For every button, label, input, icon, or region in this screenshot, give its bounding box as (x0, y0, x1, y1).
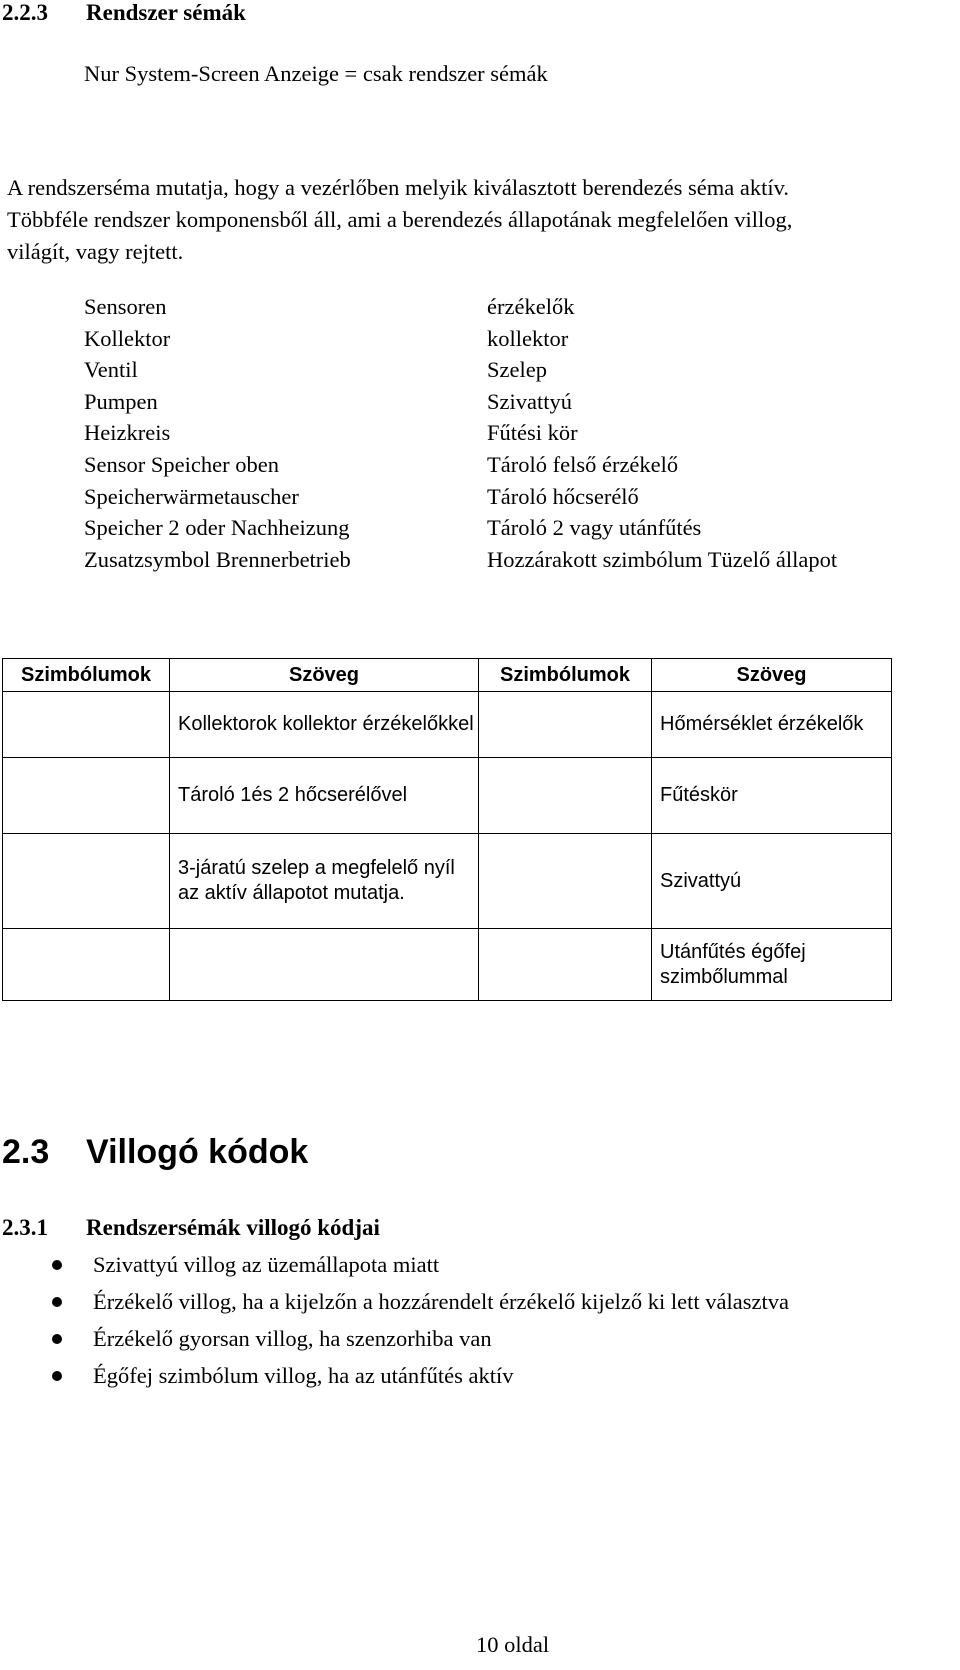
glossary-de: Speicherwärmetauscher (84, 483, 299, 509)
symbol-cell (479, 758, 652, 834)
intro-line: Többféle rendszer komponensből áll, ami a berendezés állapotának megfelelően villog, (7, 207, 793, 232)
subtitle: Nur System-Screen Anzeige = csak rendszer sémák (84, 61, 548, 86)
glossary-de: Zusatzsymbol Brennerbetrieb (84, 546, 351, 572)
glossary-hu: Szivattyú (487, 388, 572, 414)
table-row (3, 692, 892, 758)
section-heading (2, 1215, 380, 1241)
symbol-cell (3, 692, 170, 758)
glossary-hu: Fűtési kör (487, 420, 578, 446)
list-item (0, 1322, 789, 1359)
glossary-hu: kollektor (487, 325, 569, 351)
intro-line: világít, vagy rejtett. (7, 239, 184, 264)
symbol-cell (3, 929, 170, 1001)
glossary-de: Pumpen (84, 388, 158, 414)
symbol-cell (479, 834, 652, 929)
section-title: Rendszer sémák (86, 0, 246, 25)
glossary-hu: Tároló 2 vagy utánfűtés (487, 515, 702, 541)
list-item (0, 1359, 789, 1396)
glossary-de-list (84, 291, 351, 575)
bullet-icon (52, 1371, 62, 1381)
section-heading (2, 0, 246, 26)
text-cell: Fűtéskör (652, 758, 892, 834)
page-number: 10 oldal (476, 1632, 550, 1657)
text-cell: 3-járatú szelep a megfelelő nyíl az aktív állapotot mutatja. (170, 834, 479, 929)
glossary-de: Heizkreis (84, 420, 171, 446)
text-cell: Tároló 1és 2 hőcserélővel (170, 758, 479, 834)
table-row (3, 758, 892, 834)
symbol-cell (479, 929, 652, 1001)
symbol-cell (3, 758, 170, 834)
symbol-cell (3, 834, 170, 929)
symbol-cell (479, 692, 652, 758)
glossary-de: Sensoren (84, 294, 167, 319)
section-number: 2.2.3 (2, 0, 48, 25)
bullet-icon (52, 1334, 62, 1344)
glossary-hu: Tároló hőcserélő (487, 483, 639, 509)
intro-line: A rendszerséma mutatja, hogy a vezérlőben melyik kiválasztott berendezés séma aktív. (7, 175, 789, 200)
table-header: Szimbólumok (3, 659, 170, 692)
text-cell: Kollektorok kollektor érzékelőkkel (170, 692, 479, 758)
glossary-hu: Szelep (487, 357, 547, 383)
glossary-hu-list (487, 291, 837, 575)
list-item-text: Szivattyú villog az üzemállapota miatt (93, 1252, 440, 1277)
glossary-de: Kollektor (84, 325, 171, 351)
glossary-de: Sensor Speicher oben (84, 451, 279, 477)
text-cell: Utánfűtés égőfej szimbőlummal (652, 929, 892, 1001)
bullet-list (0, 1248, 789, 1396)
table-row (3, 834, 892, 929)
section-title: Rendszersémák villogó kódjai (86, 1215, 380, 1240)
list-item-text: Égőfej szimbólum villog, ha az utánfűtés aktív (93, 1363, 514, 1388)
glossary-hu: érzékelők (487, 294, 575, 319)
chapter-title: Villogó kódok (86, 1133, 309, 1171)
symbols-table (2, 658, 892, 1001)
text-cell: Szivattyú (652, 834, 892, 929)
text-cell (170, 929, 479, 1001)
glossary-hu: Hozzárakott szimbólum Tüzelő állapot (487, 546, 838, 572)
list-item (0, 1285, 789, 1322)
glossary-de: Ventil (84, 357, 138, 383)
table-header: Szöveg (652, 659, 892, 692)
text-cell: Hőmérséklet érzékelők (652, 692, 892, 758)
chapter-heading (2, 1133, 309, 1172)
list-item-text: Érzékelő gyorsan villog, ha szenzorhiba van (93, 1326, 492, 1351)
list-item (0, 1248, 789, 1285)
bullet-icon (52, 1260, 62, 1270)
table-header: Szimbólumok (479, 659, 652, 692)
table-header-row (3, 659, 892, 692)
list-item-text: Érzékelő villog, ha a kijelzőn a hozzárendelt érzékelő kijelző ki lett választva (93, 1289, 789, 1314)
table-header: Szöveg (170, 659, 479, 692)
section-number: 2.3.1 (2, 1215, 48, 1240)
glossary-hu: Tároló felső érzékelő (487, 451, 679, 477)
glossary-de: Speicher 2 oder Nachheizung (84, 515, 350, 541)
table-row (3, 929, 892, 1001)
bullet-icon (52, 1297, 62, 1307)
chapter-number: 2.3 (2, 1133, 50, 1171)
